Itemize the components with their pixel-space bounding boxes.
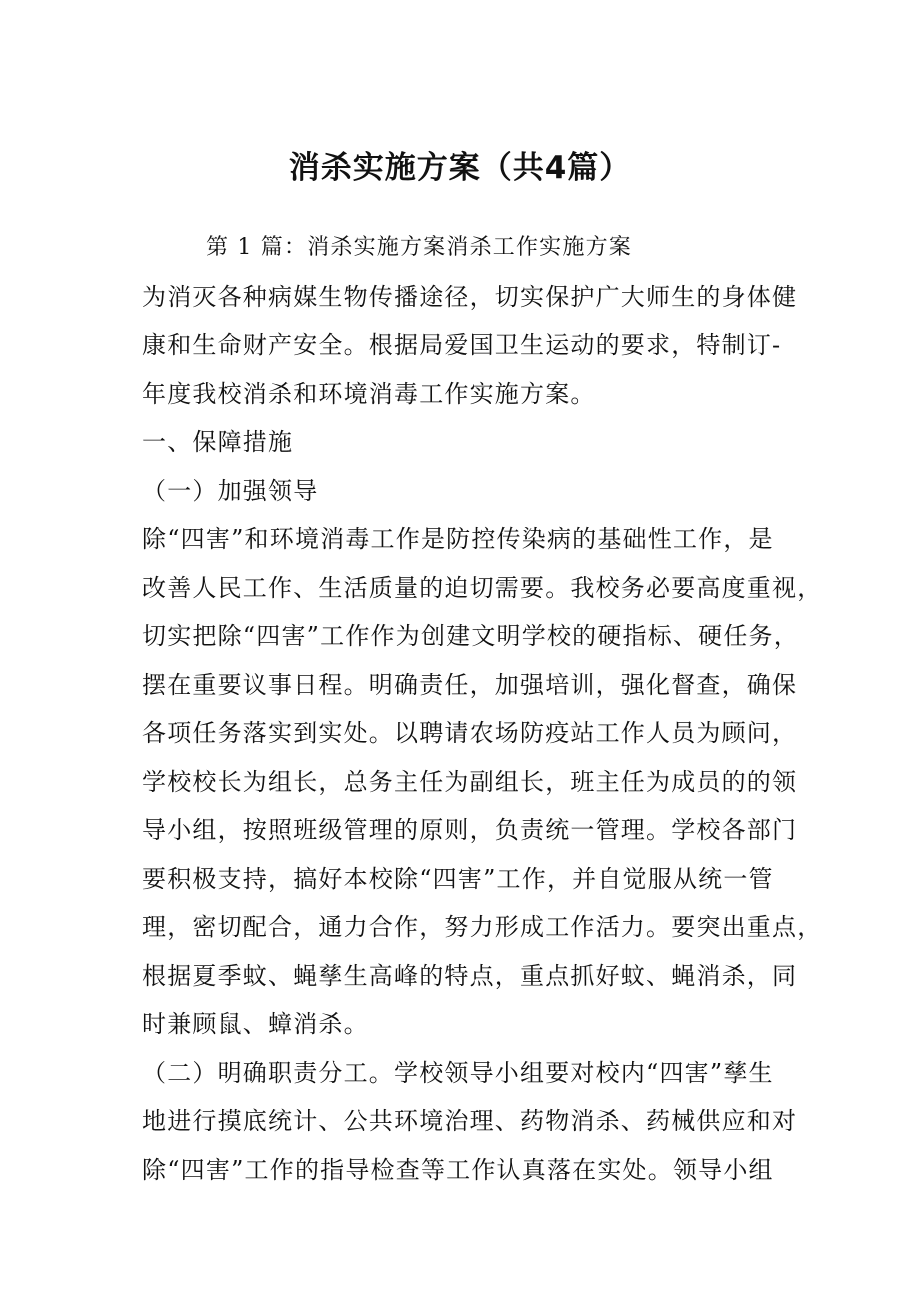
body-line: 时兼顾鼠、蟑消杀。 [142,1010,369,1038]
body-line: 改善人民工作、生活质量的迫切需要。我校务必要高度重视， [142,573,823,602]
body-line: 学校校长为组长，总务主任为副组长，班主任为成员的的领 [142,767,798,796]
body-line: 地进行摸底统计、公共环境治理、药物消杀、药械供应和对 [142,1107,798,1135]
body-line: 除“四害”工作的指导检查等工作认真落在实处。领导小组 [142,1155,774,1184]
body-line: 理，密切配合，通力合作，努力形成工作活力。要突出重点， [142,913,823,941]
body-line: （二）明确职责分工。学校领导小组要对校内“四害”孳生 [142,1058,774,1087]
body-line: 除“四害”和环境消毒工作是防控传染病的基础性工作，是 [142,525,774,553]
body-line: 要积极支持，搞好本校除“四害”工作，并自觉服从统一管 [142,864,774,893]
body-line: 为消灭各种病媒生物传播途径，切实保护广大师生的身体健 [142,282,798,311]
body-line: 摆在重要议事日程。明确责任，加强培训，强化督查，确保 [142,670,798,699]
body-line: 康和生命财产安全。根据局爱国卫生运动的要求，特制订- [142,331,782,359]
body-line: 切实把除“四害”工作作为创建文明学校的硬指标、硬任务， [142,622,799,650]
section-subtitle: 第 1 篇：消杀实施方案消杀工作实施方案 [206,235,632,260]
document-body [142,224,823,1194]
body-line: 根据夏季蚊、蝇孳生高峰的特点，重点抓好蚊、蝇消杀，同 [142,961,798,990]
document-title: 消杀实施方案（共4篇） [288,150,632,186]
subsection-heading: （一）加强领导 [142,476,319,505]
body-line: 各项任务落实到实处。以聘请农场防疫站工作人员为顾问， [142,719,798,747]
body-line: 年度我校消杀和环境消毒工作实施方案。 [142,379,596,408]
body-line: 导小组，按照班级管理的原则，负责统一管理。学校各部门 [142,816,798,844]
section-heading: 一、保障措施 [142,428,294,456]
